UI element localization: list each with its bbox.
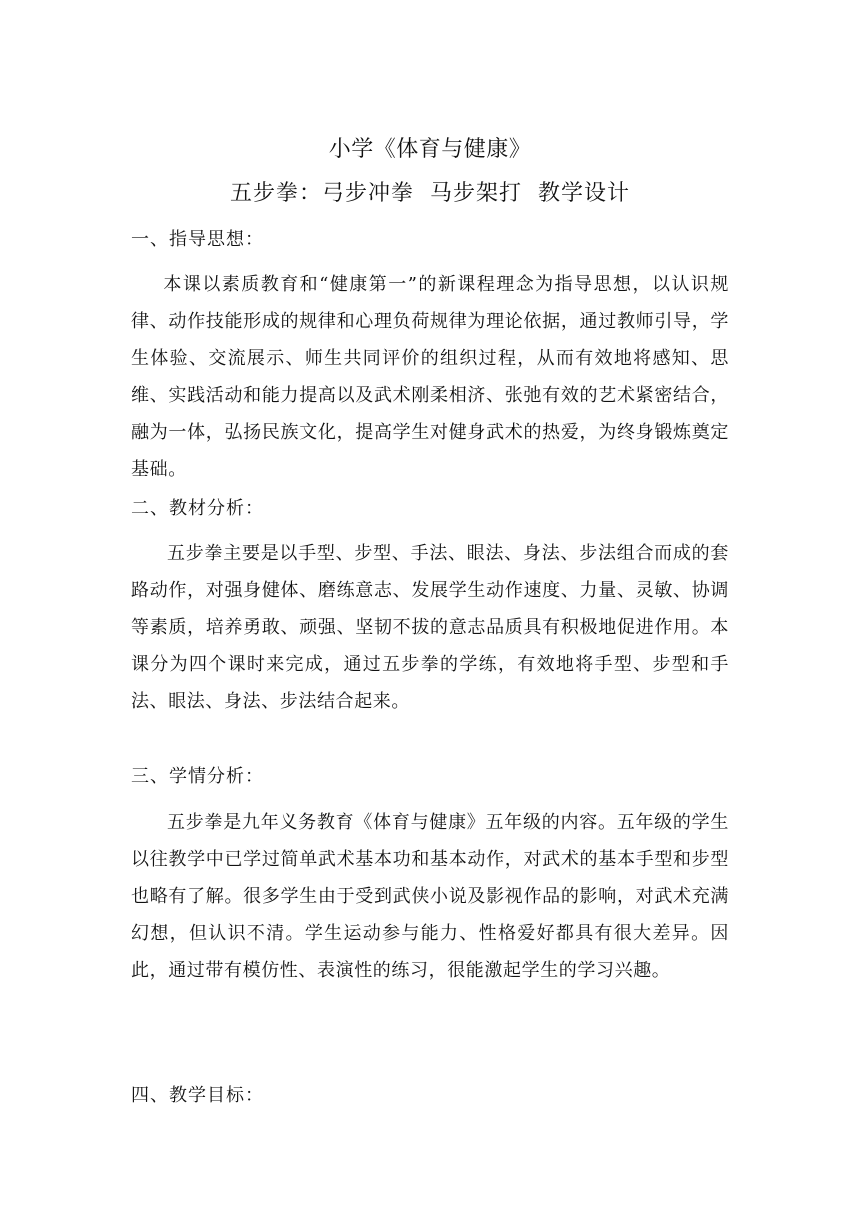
section-heading-material-analysis: 二、教材分析： [131,498,264,519]
document-subtitle: 五步拳：弓步冲拳 马步架打 教学设计 [230,181,630,206]
section-heading-guiding-thought: 一、指导思想： [131,229,264,250]
section-heading-learner-analysis: 三、学情分析： [131,766,264,787]
document-title: 小学《体育与健康》 [328,137,532,162]
section-heading-teaching-goals: 四、教学目标： [131,1085,264,1106]
section-body-learner-analysis: 五步拳是九年义务教育《体育与健康》五年级的内容。五年级的学生以往教学中已学过简单武术基本功和基本动作，对武术的基本手型和步型也略有了解。很多学生由于受到武侠小说及影视作品的影响，对武术充满幻想，但认识不清。学生运动参与能力、性格爱好都具有很大差异。因此，通过带有模仿性、表演性的练习，很能激起学生的学习兴趣。 [131,812,729,981]
section-body-material-analysis: 五步拳主要是以手型、步型、手法、眼法、身法、步法组合而成的套路动作，对强身健体、磨练意志、发展学生动作速度、力量、灵敏、协调等素质，培养勇敢、顽强、坚韧不拔的意志品质具有积极地促进作用。本课分为四个课时来完成，通过五步拳的学练，有效地将手型、步型和手法、眼法、身法、步法结合起来。 [131,543,729,712]
section-body-guiding-thought: 本课以素质教育和“健康第一”的新课程理念为指导思想，以认识规律、动作技能形成的规律和心理负荷规律为理论依据，通过教师引导，学生体验、交流展示、师生共同评价的组织过程，从而有效地将感知、思维、实践活动和能力提高以及武术刚柔相济、张弛有效的艺术紧密结合，融为一体，弘扬民族文化，提高学生对健身武术的热爱，为终身锻炼奠定基础。 [131,274,729,480]
